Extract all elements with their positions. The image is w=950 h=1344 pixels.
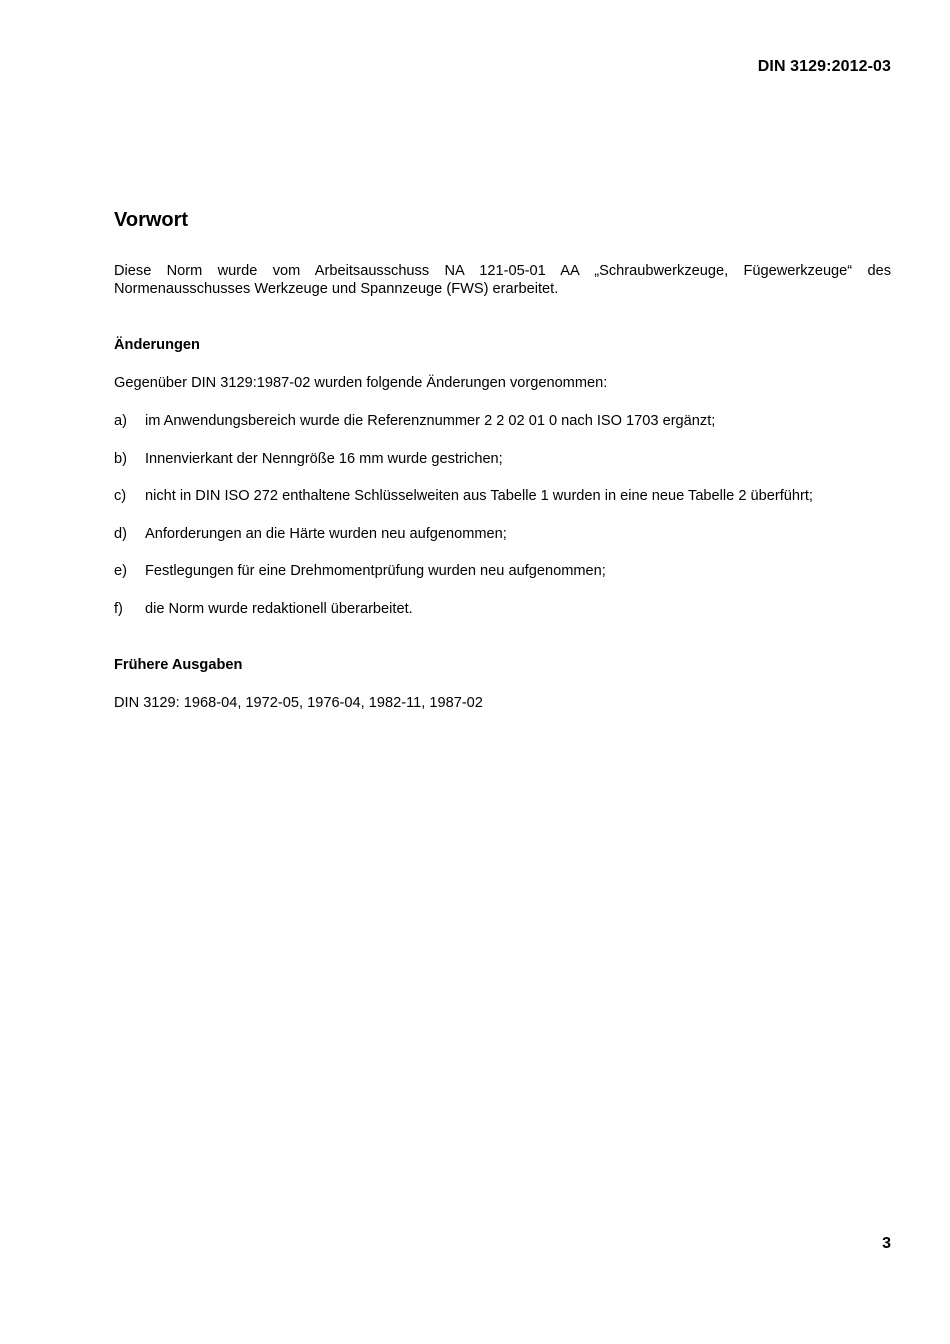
list-item-text: Anforderungen an die Härte wurden neu aufgenommen; <box>145 525 507 542</box>
foreword-paragraph: Diese Norm wurde vom Arbeitsausschuss NA 121-05-01 AA „Schraubwerkzeuge, Fügewerkzeuge“ des Normenausschusses Werkzeuge und Spannzeuge (FWS) erarbeitet. <box>114 263 891 297</box>
list-item-letter: a) <box>114 413 127 429</box>
list-item-text: die Norm wurde redaktionell überarbeitet. <box>145 600 413 617</box>
list-item <box>114 562 891 580</box>
page-content <box>114 208 891 712</box>
list-item-letter: c) <box>114 488 127 504</box>
previous-editions-text: DIN 3129: 1968-04, 1972-05, 1976-04, 1982-11, 1987-02 <box>114 694 483 711</box>
section-title-foreword: Vorwort <box>114 209 189 231</box>
page-number: 3 <box>882 1235 891 1252</box>
list-item-letter: e) <box>114 563 127 579</box>
document-code: DIN 3129:2012-03 <box>757 58 891 75</box>
changes-heading: Änderungen <box>114 337 200 353</box>
list-item-text: Innenvierkant der Nenngröße 16 mm wurde gestrichen; <box>145 450 503 467</box>
list-item <box>114 600 891 618</box>
list-item <box>114 525 891 543</box>
changes-intro: Gegenüber DIN 3129:1987-02 wurden folgende Änderungen vorgenommen: <box>114 375 608 391</box>
list-item-letter: f) <box>114 600 123 617</box>
list-item <box>114 412 891 430</box>
list-item-letter: d) <box>114 525 127 542</box>
list-item-text: nicht in DIN ISO 272 enthaltene Schlüsselweiten aus Tabelle 1 wurden in eine neue Tabelle 2 überführt; <box>145 488 813 504</box>
list-item-text: Festlegungen für eine Drehmomentprüfung wurden neu aufgenommen; <box>145 563 606 579</box>
list-item <box>114 487 891 505</box>
changes-list <box>114 412 891 618</box>
list-item-text: im Anwendungsbereich wurde die Referenznummer 2 2 02 01 0 nach ISO 1703 ergänzt; <box>145 413 716 429</box>
previous-editions-heading: Frühere Ausgaben <box>114 656 243 673</box>
list-item <box>114 450 891 468</box>
list-item-letter: b) <box>114 450 127 467</box>
